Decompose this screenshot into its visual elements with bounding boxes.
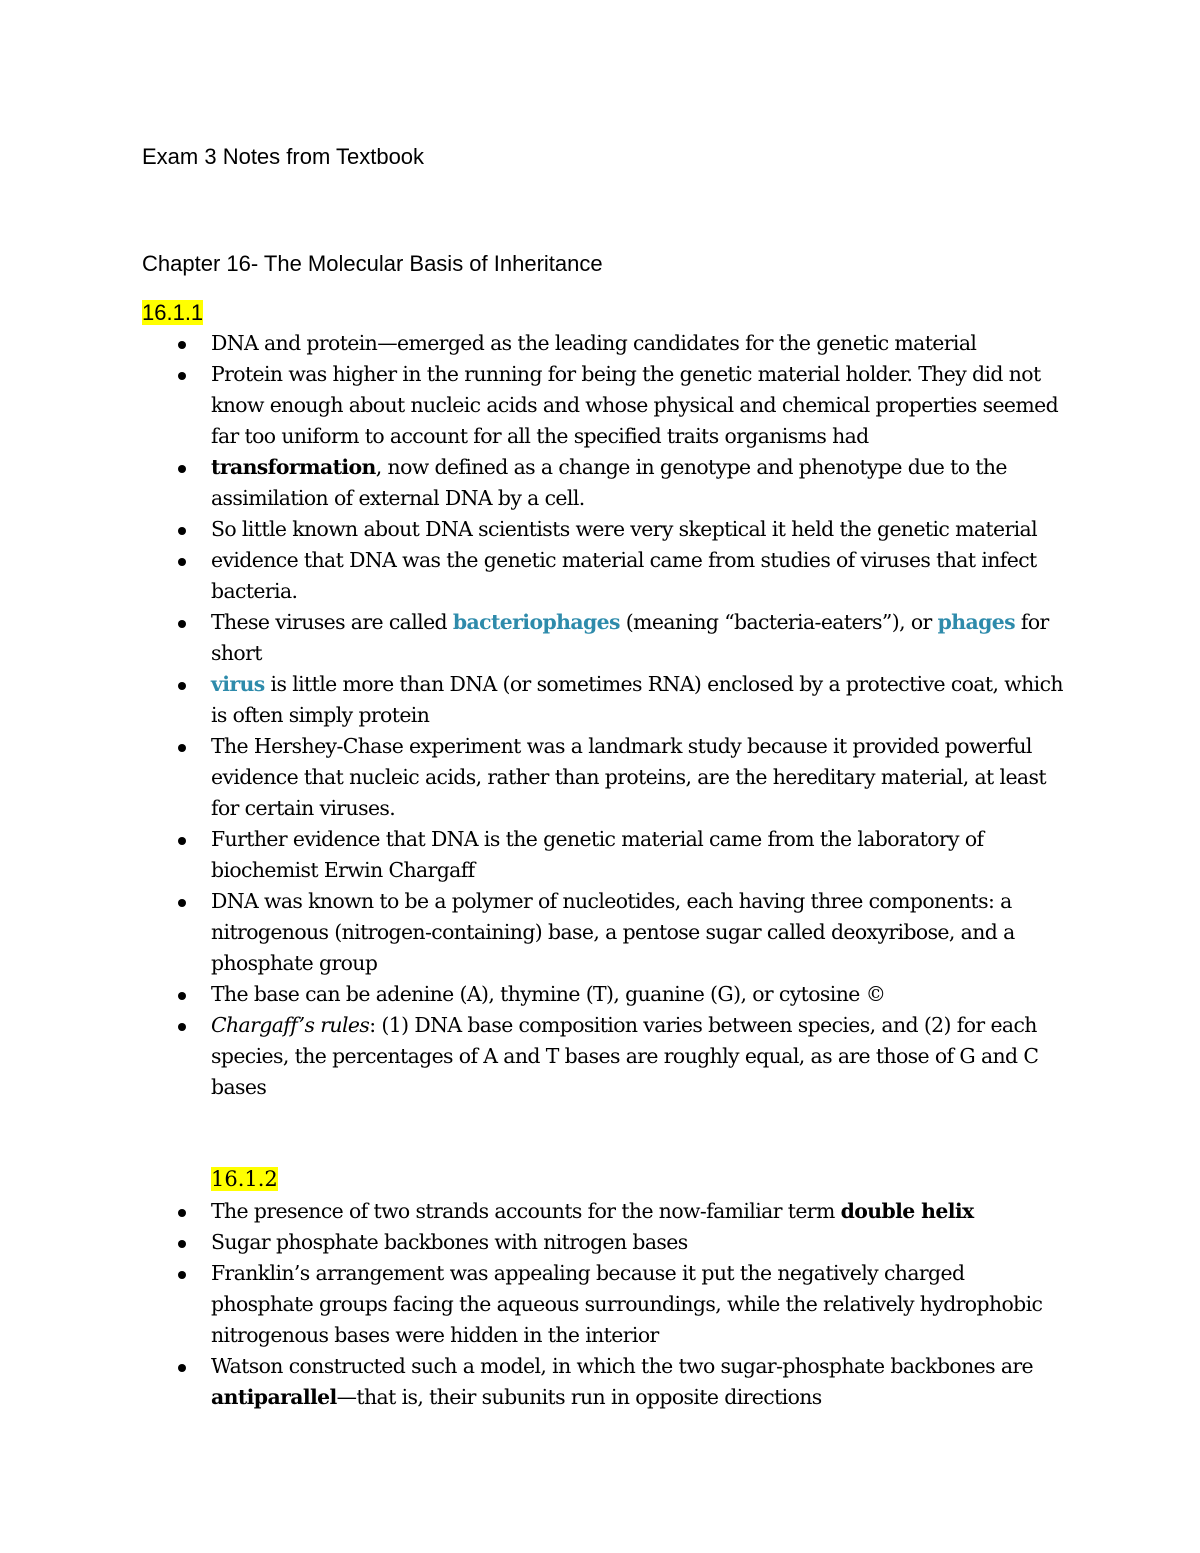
bullet-text: evidence that DNA was the genetic material came from studies of viruses that infect bacteria. [211,548,1037,603]
key-term: transformation [211,455,376,479]
section-16-1-2-bullet-list [0,1196,1200,1413]
bullet-text: Sugar phosphate backbones with nitrogen bases [211,1230,688,1254]
section-label-16-1-2 [211,1165,278,1193]
bullet-text: : (1) DNA base composition varies between species, and (2) for each species, the percentages of A and T bases are roughly equal, as are those of G and C bases [211,1013,1039,1099]
key-term: virus [211,672,265,696]
bullet-text: , now defined as a change in genotype and phenotype due to the assimilation of external DNA by a cell. [211,455,1007,510]
bullet-text: These viruses are called [211,610,453,634]
bullet-text: Protein was higher in the running for being the genetic material holder. They did not know enough about nucleic acids and whose physical and chemical properties seemed far too uniform to account for all the specified traits organisms had [211,362,1059,448]
bullet-item [0,669,1200,731]
bullet-item [0,1196,1200,1227]
bullet-item [0,452,1200,514]
bullet-dot-icon [178,837,186,845]
bullet-dot-icon [178,682,186,690]
bullet-dot-icon [178,465,186,473]
bullet-item [0,1351,1200,1413]
chapter-heading: Chapter 16- The Molecular Basis of Inheritance [142,251,603,276]
bullet-item [0,514,1200,545]
bullet-dot-icon [178,372,186,380]
document-title: Exam 3 Notes from Textbook [142,144,425,169]
bullet-dot-icon [178,620,186,628]
section-label-text: 16.1.1 [142,300,204,325]
bullet-item [0,359,1200,452]
bullet-text: The base can be adenine (A), thymine (T), guanine (G), or cytosine © [211,982,886,1006]
bullet-item [0,607,1200,669]
bullet-text: DNA and protein—emerged as the leading candidates for the genetic material [211,331,977,355]
bullet-text: Franklin’s arrangement was appealing because it put the negatively charged phosphate groups facing the aqueous surroundings, while the relatively hydrophobic nitrogenous bases were hidden in the interior [211,1261,1043,1347]
bullet-text: DNA was known to be a polymer of nucleotides, each having three components: a nitrogenous (nitrogen-containing) base, a pentose sugar called deoxyribose, and a phosphate group [211,889,1015,975]
bullet-item [0,824,1200,886]
bullet-dot-icon [178,899,186,907]
key-term: bacteriophages [452,610,620,634]
bullet-text: —that is, their subunits run in opposite directions [336,1385,822,1409]
bullet-dot-icon [178,1023,186,1031]
bullet-text: So little known about DNA scientists were very skeptical it held the genetic material [211,517,1038,541]
bullet-dot-icon [178,744,186,752]
key-term: double helix [840,1199,974,1223]
section-label-16-1-1 [142,299,203,327]
bullet-dot-icon [178,527,186,535]
section-label-text: 16.1.2 [211,1167,278,1191]
bullet-dot-icon [178,992,186,1000]
bullet-item [0,1258,1200,1351]
key-term: Chargaff’s rules [211,1013,370,1037]
key-term: antiparallel [211,1385,337,1409]
bullet-dot-icon [178,1240,186,1248]
bullet-item [0,328,1200,359]
bullet-dot-icon [178,1209,186,1217]
bullet-item [0,731,1200,824]
bullet-dot-icon [178,1271,186,1279]
bullet-text: The presence of two strands accounts for the now-familiar term [211,1199,841,1223]
bullet-text: Watson constructed such a model, in which the two sugar-phosphate backbones are [211,1354,1033,1378]
bullet-item [0,979,1200,1010]
bullet-item [0,1227,1200,1258]
bullet-dot-icon [178,341,186,349]
bullet-item [0,886,1200,979]
bullet-item [0,545,1200,607]
bullet-dot-icon [178,558,186,566]
bullet-text: is little more than DNA (or sometimes RNA) enclosed by a protective coat, which is often simply protein [211,672,1063,727]
bullet-text: Further evidence that DNA is the genetic material came from the laboratory of biochemist Erwin Chargaff [211,827,984,882]
bullet-dot-icon [178,1364,186,1372]
bullet-item [0,1010,1200,1103]
bullet-text: for short [211,610,1049,665]
key-term: phages [937,610,1015,634]
bullet-text: The Hershey-Chase experiment was a landmark study because it provided powerful evidence that nucleic acids, rather than proteins, are the hereditary material, at least for certain viruses. [211,734,1046,820]
bullet-text: (meaning “bacteria-eaters”), or [619,610,938,634]
section-16-1-1-bullet-list [0,328,1200,1103]
